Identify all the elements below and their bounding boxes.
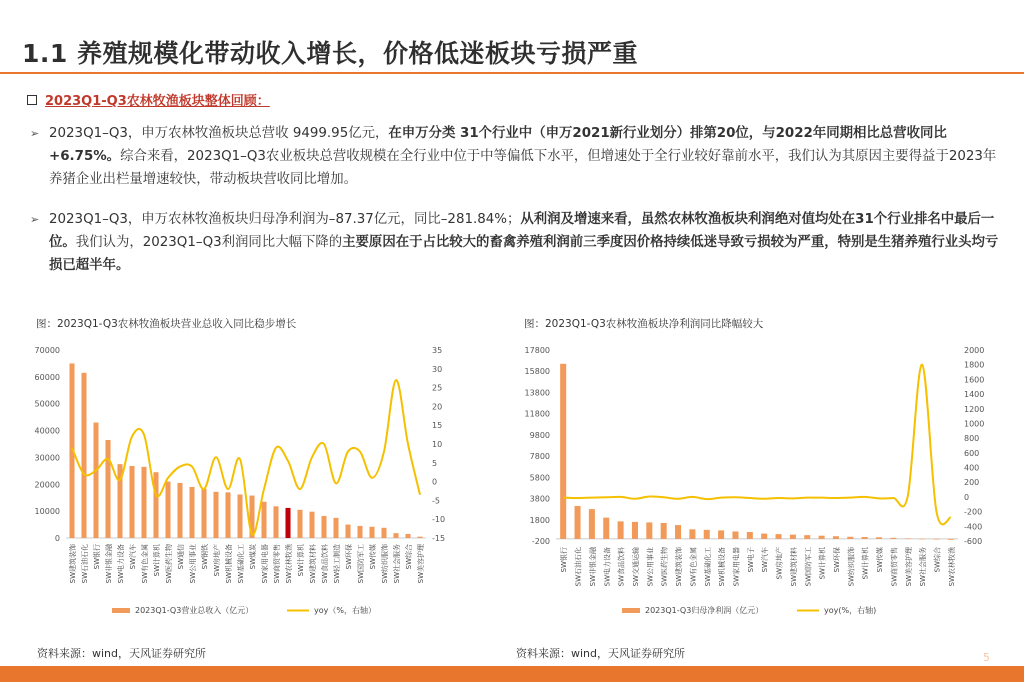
y2-tick-label: 200: [964, 478, 980, 488]
bar: [618, 521, 624, 539]
page-title: 1.1 养殖规模化带动收入增长，价格低迷板块亏损严重: [22, 39, 638, 68]
legend-swatch-bar: [622, 608, 640, 613]
x-tick-label: SW轻工制造: [333, 544, 341, 584]
bar: [177, 483, 182, 538]
para2-a: 2023Q1–Q3，申万农林牧渔板块归母净利润为–87.37亿元，同比–281.84%；: [49, 212, 521, 227]
legend-label-bar: 2023Q1-Q3归母净利润（亿元）: [645, 606, 764, 615]
bar: [847, 537, 853, 539]
chart1-title: 图：2023Q1-Q3农林牧渔板块营业总收入同比稳步增长: [36, 318, 297, 330]
bar: [603, 518, 609, 539]
y2-tick-label: 1200: [964, 404, 985, 414]
x-tick-label: SW计算机: [297, 544, 305, 577]
bar: [381, 528, 386, 538]
y2-tick-label: -600: [964, 537, 983, 546]
bar: [189, 487, 194, 538]
company-logo: [860, 647, 930, 665]
y2-tick-label: 15: [432, 421, 443, 431]
bar: [833, 536, 839, 539]
y2-tick-label: 1000: [964, 419, 985, 429]
y-tick-label: 20000: [34, 480, 60, 490]
x-tick-label: SW银行: [93, 544, 101, 570]
bar: [575, 506, 581, 539]
y-tick-label: 17800: [524, 346, 550, 355]
bar: [297, 510, 302, 538]
y-tick-label: 9800: [529, 430, 550, 440]
y-tick-label: 30000: [34, 453, 60, 463]
bar: [165, 482, 170, 538]
y2-tick-label: 35: [432, 346, 443, 355]
y2-tick-label: 30: [432, 364, 443, 374]
x-tick-label: SW食品饮料: [321, 544, 329, 584]
x-tick-label: SW银行: [560, 547, 569, 573]
bar: [321, 516, 326, 538]
y2-tick-label: 800: [964, 434, 980, 444]
paragraph-profit: [30, 208, 1005, 277]
yoy-line: [72, 380, 420, 535]
legend-label-line: yoy(%，右轴): [824, 606, 877, 615]
x-tick-label: SW有色金属: [689, 547, 698, 587]
x-tick-label: SW建筑装饰: [675, 547, 684, 587]
para2-b: 从利润及增速来看，虽然农林牧渔板块利润绝对值均处在31个行业排名中最后一位。: [49, 212, 995, 250]
profit-chart: [512, 335, 985, 625]
bar: [589, 509, 595, 539]
bar: [862, 537, 868, 539]
bar: [747, 532, 753, 539]
y-tick-label: 40000: [34, 426, 60, 436]
y2-tick-label: -400: [964, 522, 983, 532]
x-tick-label: SW汽车: [129, 544, 137, 570]
y2-tick-label: 1600: [964, 375, 985, 385]
x-tick-label: SW建筑材料: [309, 544, 317, 584]
bar: [285, 508, 290, 538]
x-tick-label: SW医药生物: [165, 544, 173, 584]
x-tick-label: SW综合: [933, 547, 942, 573]
bar: [261, 502, 266, 538]
yoy-line: [563, 365, 951, 525]
bar: [675, 525, 681, 539]
bar: [393, 533, 398, 538]
y2-tick-label: 25: [432, 383, 443, 393]
y-tick-label: 11800: [524, 409, 550, 419]
flower-logo-icon: [860, 647, 878, 665]
x-tick-label: SW汽车: [761, 547, 770, 573]
bullet-arrow-icon: ➢: [30, 127, 40, 140]
bar: [919, 539, 925, 540]
y2-tick-label: -5: [432, 496, 440, 506]
bar: [761, 534, 767, 539]
y-tick-label: 70000: [34, 346, 60, 355]
bar: [237, 494, 242, 538]
bar: [661, 523, 667, 539]
y2-tick-label: 2000: [964, 346, 985, 355]
bar: [646, 522, 652, 538]
x-tick-label: SW房地产: [213, 544, 221, 577]
bar: [357, 526, 362, 538]
bar: [345, 525, 350, 538]
y2-tick-label: -200: [964, 507, 983, 517]
y-tick-label: 60000: [34, 372, 60, 382]
bar: [819, 536, 825, 539]
bar: [201, 489, 206, 538]
checkbox-square-icon: [27, 95, 37, 105]
bar: [273, 506, 278, 538]
y-tick-label: 3800: [529, 494, 550, 504]
bar: [933, 539, 939, 540]
bar: [905, 538, 911, 539]
x-tick-label: SW建筑材料: [789, 547, 798, 587]
x-tick-label: SW医药生物: [660, 547, 669, 587]
x-tick-label: SW美容护理: [417, 544, 425, 584]
bar: [405, 534, 410, 538]
x-tick-label: SW纺织服饰: [847, 547, 856, 587]
revenue-chart: [22, 335, 446, 625]
x-tick-label: SW传媒: [876, 547, 885, 573]
chart2-title: 图：2023Q1-Q3农林牧渔板块净利润同比降幅较大: [524, 318, 764, 330]
section-heading-text: 2023Q1-Q3农林牧渔板块整体回顾：: [45, 94, 270, 109]
x-tick-label: SW家用电器: [732, 547, 741, 587]
y2-tick-label: 10: [432, 440, 443, 449]
bar: [153, 472, 158, 538]
y2-tick-label: 0: [432, 477, 438, 487]
para1-c: 综合来看，2023Q1–Q3农业板块总营收规模在全行业中位于中等偏低下水平，但增速处于全行业较好靠前水平，我们认为其原因主要得益于2023年养猪企业出栏量增速较快，带动板块营收同比增加。: [49, 149, 997, 187]
y2-tick-label: 0: [964, 492, 970, 502]
y2-tick-label: 5: [432, 458, 438, 468]
y2-tick-label: -15: [432, 534, 446, 543]
bar: [689, 529, 695, 539]
bar: [876, 537, 882, 539]
para1-a: 2023Q1–Q3，申万农林牧渔板块总营收 9499.95亿元，: [49, 126, 389, 141]
x-tick-label: SW环保: [345, 544, 353, 570]
x-tick-label: SW商贸零售: [890, 547, 899, 587]
title-divider: [0, 72, 1024, 74]
y-tick-label: 0: [54, 534, 60, 543]
x-tick-label: SW交通运输: [631, 547, 640, 587]
source-note-2: 资料来源：wind，天风证券研究所: [513, 645, 688, 661]
y2-tick-label: 20: [432, 402, 443, 412]
x-tick-label: SW基础化工: [237, 544, 245, 584]
y-tick-label: 5800: [529, 473, 550, 483]
x-tick-label: SW机械设备: [225, 544, 233, 584]
x-tick-label: SW农林牧渔: [285, 544, 293, 584]
x-tick-label: SW环保: [832, 547, 841, 573]
x-tick-label: SW传媒: [369, 544, 377, 570]
y-tick-label: 50000: [34, 399, 60, 409]
y-tick-label: 7800: [529, 452, 550, 462]
x-tick-label: SW煤炭: [249, 544, 257, 570]
bar: [141, 467, 146, 538]
x-tick-label: SW有色金属: [141, 544, 149, 584]
x-tick-label: SW国防军工: [804, 547, 813, 587]
para2-d: 主要原因在于占比较大的畜禽养殖利润前三季度因价格持续低迷导致亏损较为严重，特别是生猪养殖行业头均亏损已超半年。: [49, 235, 999, 273]
bar: [81, 373, 86, 538]
x-tick-label: SW通信: [177, 544, 185, 570]
x-tick-label: SW钢铁: [201, 544, 209, 570]
bar: [632, 522, 638, 539]
x-tick-label: SW非银金融: [105, 544, 113, 584]
x-tick-label: SW国防军工: [357, 544, 365, 584]
section-heading: [27, 90, 270, 109]
x-tick-label: SW纺织服饰: [381, 544, 389, 584]
x-tick-label: SW农林牧渔: [947, 547, 956, 587]
x-tick-label: SW社会服务: [393, 544, 401, 584]
x-tick-label: SW公用事业: [646, 547, 655, 587]
y-tick-label: 13800: [524, 388, 550, 398]
bar: [948, 539, 954, 540]
bar: [105, 440, 110, 538]
x-tick-label: SW石油石化: [81, 544, 89, 584]
x-tick-label: SW社会服务: [919, 547, 928, 587]
x-tick-label: SW房地产: [775, 547, 784, 580]
x-tick-label: SW美容护理: [904, 547, 913, 587]
x-tick-label: SW计算机: [861, 547, 870, 580]
bar: [417, 537, 422, 538]
bar: [309, 512, 314, 538]
paragraph-revenue: [30, 122, 1005, 191]
bar: [718, 530, 724, 538]
y2-tick-label: -10: [432, 515, 446, 525]
legend-label-line: yoy（%，右轴）: [314, 606, 376, 615]
logo-text: 天风证券: [882, 649, 931, 664]
y2-tick-label: 600: [964, 448, 980, 458]
x-tick-label: SW计算机: [818, 547, 827, 580]
x-tick-label: SW公用事业: [189, 544, 197, 584]
bar: [776, 534, 782, 539]
x-tick-label: SW石油石化: [574, 547, 583, 587]
x-tick-label: SW基础化工: [703, 547, 712, 587]
legend-label-bar: 2023Q1-Q3营业总收入（亿元）: [135, 606, 254, 615]
x-tick-label: SW机械设备: [718, 547, 727, 587]
bar: [333, 518, 338, 538]
x-tick-label: SW建筑装饰: [69, 544, 77, 584]
x-tick-label: SW电力设备: [117, 544, 125, 584]
bullet-arrow-icon: ➢: [30, 213, 40, 226]
bar: [369, 527, 374, 538]
x-tick-label: SW非银金融: [588, 547, 597, 587]
legend-swatch-bar: [112, 608, 130, 613]
y2-tick-label: 1400: [964, 390, 985, 400]
bar: [129, 466, 134, 538]
y-tick-label: 10000: [34, 507, 60, 517]
page-number: 5: [983, 651, 990, 664]
para1-b: 在申万分类 31个行业中（申万2021新行业划分）排第20位，与2022年同期相比总营收同比+6.75%。: [49, 126, 947, 164]
x-tick-label: SW电子: [746, 547, 755, 573]
y2-tick-label: 1800: [964, 360, 985, 370]
x-tick-label: SW计算机: [153, 544, 161, 577]
bar: [804, 535, 810, 539]
bar: [890, 538, 896, 539]
x-tick-label: SW综合: [405, 544, 413, 570]
bar: [704, 530, 710, 539]
bar: [225, 492, 230, 538]
y-tick-label: 15800: [524, 367, 550, 377]
bar: [93, 423, 98, 538]
y-tick-label: 1800: [529, 515, 550, 525]
source-note-1: 资料来源：wind，天风证券研究所: [34, 645, 209, 661]
x-tick-label: SW商贸零售: [273, 544, 281, 584]
y-tick-label: -200: [531, 537, 550, 546]
para2-c: 我们认为，2023Q1–Q3利润同比大幅下降的: [75, 235, 343, 250]
bar: [790, 535, 796, 539]
bar: [732, 531, 738, 538]
bar: [213, 492, 218, 538]
x-tick-label: SW食品饮料: [617, 547, 626, 587]
x-tick-label: SW家用电器: [261, 544, 269, 584]
bar: [560, 364, 566, 539]
y2-tick-label: 400: [964, 463, 980, 473]
x-tick-label: SW电力设备: [603, 547, 612, 587]
